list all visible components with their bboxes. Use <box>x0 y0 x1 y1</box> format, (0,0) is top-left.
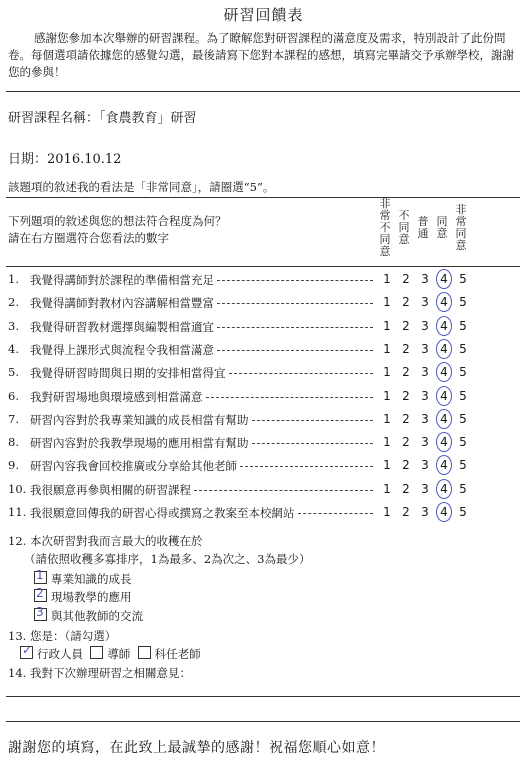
question-number: 1. <box>8 272 19 286</box>
question-number: 7. <box>8 412 19 426</box>
score-value: 5 <box>459 319 467 333</box>
question-header-line2: 請在右方圈選符合您看法的數字 <box>8 231 169 245</box>
score-value: 4 <box>440 482 448 496</box>
score-option[interactable] <box>381 272 393 286</box>
q12-option-2[interactable] <box>34 586 132 605</box>
question-number: 11. <box>8 505 27 519</box>
date: 日期：2016.10.12 <box>8 152 122 167</box>
question-text: 我覺得研習教材選擇與編製相當適宜 <box>30 320 214 334</box>
score-option[interactable] <box>400 482 412 496</box>
score-option[interactable] <box>400 365 412 379</box>
score-value: 5 <box>459 295 467 309</box>
score-value: 3 <box>421 412 429 426</box>
score-value: 2 <box>402 389 410 403</box>
selected-circle-mark <box>436 479 452 499</box>
score-option[interactable] <box>381 365 393 379</box>
score-option[interactable] <box>438 365 450 379</box>
score-value: 3 <box>421 389 429 403</box>
q12-option-label: 與其他教師的交流 <box>51 609 143 623</box>
score-value: 2 <box>402 295 410 309</box>
score-value: 5 <box>459 272 467 286</box>
score-option[interactable] <box>400 458 412 472</box>
question-text: 我覺得研習時間與日期的安排相當得宜 <box>30 366 226 380</box>
scale-label-strongly-agree: 非常同意 <box>455 203 467 252</box>
leader-line <box>252 420 373 421</box>
rank-mark: 2 <box>36 586 44 600</box>
leader-line <box>206 397 373 398</box>
q13-option-label: 導師 <box>107 647 131 661</box>
score-value: 1 <box>383 435 391 449</box>
leader-line <box>229 373 373 374</box>
score-option[interactable] <box>419 482 431 496</box>
score-option[interactable] <box>457 342 469 356</box>
score-option[interactable] <box>400 295 412 309</box>
rank-mark: 3 <box>36 605 44 619</box>
leader-line <box>298 513 373 514</box>
question-row <box>8 342 523 364</box>
score-option[interactable] <box>400 435 412 449</box>
leader-line <box>217 327 373 328</box>
question-text: 我覺得講師對教材內容講解相當豐富 <box>30 296 214 310</box>
checkbox[interactable] <box>90 646 103 659</box>
selected-circle-mark <box>436 409 452 429</box>
score-option[interactable] <box>381 482 393 496</box>
selected-circle-mark <box>436 292 452 312</box>
question-row <box>8 412 523 434</box>
score-value: 5 <box>459 482 467 496</box>
question-row <box>8 482 523 504</box>
selected-circle-mark <box>436 339 452 359</box>
question-number: 10. <box>8 482 27 496</box>
selected-circle-mark <box>436 502 452 522</box>
q12-option-1[interactable] <box>34 568 132 587</box>
score-value: 4 <box>440 505 448 519</box>
q13-option-admin[interactable] <box>20 643 83 661</box>
thank-you-message: 謝謝您的填寫，在此致上最誠摯的感謝！祝福您順心如意！ <box>8 740 385 756</box>
score-option[interactable] <box>438 435 450 449</box>
question-number: 2. <box>8 295 19 309</box>
q13-options <box>20 643 201 662</box>
score-option[interactable] <box>419 295 431 309</box>
question-row <box>8 295 523 317</box>
score-option[interactable] <box>457 505 469 519</box>
score-value: 2 <box>402 435 410 449</box>
score-option[interactable] <box>438 389 450 403</box>
score-value: 4 <box>440 272 448 286</box>
score-option[interactable] <box>438 482 450 496</box>
selected-circle-mark <box>436 386 452 406</box>
intro-paragraph: 感謝您參加本次舉辦的研習課程。為了瞭解您對研習課程的滿意度及需求，特別設計了此份問卷。每個選項請依據您的感覺勾選，最後請寫下您對本課程的感想，填寫完畢請交予承辦學校，謝謝您的參與！ <box>8 31 514 79</box>
score-value: 5 <box>459 412 467 426</box>
checkbox[interactable] <box>20 643 33 659</box>
score-option[interactable] <box>400 389 412 403</box>
score-option[interactable] <box>438 505 450 519</box>
score-value: 5 <box>459 342 467 356</box>
selected-circle-mark <box>436 362 452 382</box>
score-value: 2 <box>402 272 410 286</box>
score-value: 4 <box>440 342 448 356</box>
q12-option-3[interactable] <box>34 605 143 624</box>
score-value: 1 <box>383 389 391 403</box>
score-value: 4 <box>440 295 448 309</box>
score-value: 5 <box>459 435 467 449</box>
rank-mark: 1 <box>36 568 44 582</box>
score-option[interactable] <box>381 295 393 309</box>
check-mark: ✓ <box>22 643 33 657</box>
q13-option-label: 科任老師 <box>154 647 201 661</box>
score-value: 4 <box>440 319 448 333</box>
leader-line <box>217 303 373 304</box>
score-value: 1 <box>383 365 391 379</box>
score-value: 2 <box>402 412 410 426</box>
score-option[interactable] <box>419 412 431 426</box>
score-option[interactable] <box>400 272 412 286</box>
score-value: 5 <box>459 458 467 472</box>
selected-circle-mark <box>436 432 452 452</box>
score-value: 2 <box>402 365 410 379</box>
q13-option-label: 行政人員 <box>37 647 83 661</box>
rank-box[interactable] <box>34 586 47 602</box>
score-value: 4 <box>440 458 448 472</box>
score-option[interactable] <box>457 295 469 309</box>
scale-label-strongly-disagree: 非常不同意 <box>379 197 391 258</box>
question-text: 我很願意再參與相關的研習課程 <box>30 483 191 497</box>
leader-line <box>252 443 373 444</box>
q14-title: 14. 我對下次辦理研習之相關意見： <box>8 666 191 680</box>
score-option[interactable] <box>419 319 431 333</box>
scale-label-disagree: 不同意 <box>398 209 410 246</box>
leader-line <box>194 490 373 491</box>
score-value: 3 <box>421 435 429 449</box>
score-option[interactable] <box>381 458 393 472</box>
question-row <box>8 365 523 387</box>
score-value: 2 <box>402 505 410 519</box>
score-value: 2 <box>402 342 410 356</box>
answer-line[interactable] <box>6 696 520 697</box>
score-option[interactable] <box>438 295 450 309</box>
score-option[interactable] <box>457 365 469 379</box>
score-value: 1 <box>383 272 391 286</box>
score-option[interactable] <box>419 458 431 472</box>
score-option[interactable] <box>419 435 431 449</box>
score-value: 4 <box>440 389 448 403</box>
score-option[interactable] <box>457 319 469 333</box>
score-option[interactable] <box>381 505 393 519</box>
question-text: 我覺得上課形式與流程令我相當滿意 <box>30 343 214 357</box>
score-option[interactable] <box>457 412 469 426</box>
score-option[interactable] <box>400 319 412 333</box>
question-row <box>8 389 523 411</box>
scale-label-neutral: 普通 <box>417 215 429 240</box>
score-option[interactable] <box>381 319 393 333</box>
score-option[interactable] <box>400 412 412 426</box>
question-number: 5. <box>8 365 19 379</box>
score-option[interactable] <box>419 272 431 286</box>
score-option[interactable] <box>400 342 412 356</box>
score-option[interactable] <box>419 505 431 519</box>
scale-label-agree: 同意 <box>436 215 448 240</box>
leader-line <box>240 466 373 467</box>
rank-box[interactable] <box>34 605 47 621</box>
score-value: 3 <box>421 272 429 286</box>
score-value: 4 <box>440 435 448 449</box>
score-value: 1 <box>383 295 391 309</box>
score-value: 1 <box>383 482 391 496</box>
question-text: 研習內容我會回校推廣或分享給其他老師 <box>30 459 237 473</box>
question-number: 8. <box>8 435 19 449</box>
question-text: 研習內容對於我專業知識的成長相當有幫助 <box>30 413 249 427</box>
question-number: 4. <box>8 342 19 356</box>
question-number: 6. <box>8 389 19 403</box>
q13-option-homeroom[interactable] <box>90 647 130 661</box>
score-option[interactable] <box>381 412 393 426</box>
q12-title: 12. 本次研習對我而言最大的收穫在於 <box>8 534 203 548</box>
score-value: 1 <box>383 505 391 519</box>
checkbox[interactable] <box>138 646 151 659</box>
score-value: 4 <box>440 412 448 426</box>
question-row <box>8 458 523 480</box>
question-header <box>8 213 227 247</box>
score-value: 1 <box>383 319 391 333</box>
question-row <box>8 505 523 527</box>
score-value: 5 <box>459 389 467 403</box>
divider <box>6 197 520 198</box>
score-value: 3 <box>421 505 429 519</box>
selected-circle-mark <box>436 269 452 289</box>
score-value: 3 <box>421 319 429 333</box>
leader-line <box>217 350 373 351</box>
question-row <box>8 319 523 341</box>
q13-option-subject[interactable] <box>138 647 201 661</box>
score-value: 1 <box>383 458 391 472</box>
question-row <box>8 272 523 294</box>
form-title: 研習回饋表 <box>223 6 304 24</box>
question-text: 研習內容對於我教學現場的應用相當有幫助 <box>30 436 249 450</box>
score-value: 3 <box>421 365 429 379</box>
selected-circle-mark <box>436 316 452 336</box>
score-value: 5 <box>459 365 467 379</box>
rank-box[interactable] <box>34 568 47 584</box>
question-number: 3. <box>8 319 19 333</box>
score-value: 4 <box>440 365 448 379</box>
score-option[interactable] <box>457 435 469 449</box>
score-option[interactable] <box>438 458 450 472</box>
score-value: 2 <box>402 458 410 472</box>
score-option[interactable] <box>381 342 393 356</box>
selected-circle-mark <box>436 455 452 475</box>
divider <box>6 266 520 267</box>
score-option[interactable] <box>419 365 431 379</box>
score-value: 2 <box>402 319 410 333</box>
question-header-line1: 下列題項的敘述與您的想法符合程度為何？ <box>8 214 227 228</box>
instruction: 該題項的敘述我的看法是「非常同意」，請圈選“5”。 <box>8 180 275 194</box>
question-text: 我對研習場地與環境感到相當滿意 <box>30 390 203 404</box>
score-value: 1 <box>383 342 391 356</box>
score-option[interactable] <box>381 435 393 449</box>
score-option[interactable] <box>438 342 450 356</box>
score-value: 5 <box>459 505 467 519</box>
score-value: 2 <box>402 482 410 496</box>
score-value: 1 <box>383 412 391 426</box>
score-option[interactable] <box>419 342 431 356</box>
course-name: 研習課程名稱：「食農教育」研習 <box>8 111 197 126</box>
question-row <box>8 435 523 457</box>
q12-option-label: 專業知識的成長 <box>51 572 132 586</box>
score-value: 3 <box>421 458 429 472</box>
q12-option-label: 現場教學的應用 <box>51 590 132 604</box>
leader-line <box>217 280 373 281</box>
score-option[interactable] <box>457 272 469 286</box>
score-value: 3 <box>421 342 429 356</box>
score-option[interactable] <box>381 389 393 403</box>
score-option[interactable] <box>438 272 450 286</box>
question-text: 我很願意回傳我的研習心得或撰寫之教案至本校網站 <box>30 506 295 520</box>
score-option[interactable] <box>457 482 469 496</box>
divider <box>6 91 520 92</box>
question-text: 我覺得講師對於課程的準備相當充足 <box>30 273 214 287</box>
score-option[interactable] <box>419 389 431 403</box>
q12-note: （請依照收穫多寡排序，1為最多、2為次之、3為最少） <box>24 552 311 566</box>
score-option[interactable] <box>438 412 450 426</box>
q13-title: 13. 您是：（請勾選） <box>8 629 117 643</box>
score-option[interactable] <box>400 505 412 519</box>
score-value: 3 <box>421 295 429 309</box>
score-option[interactable] <box>457 458 469 472</box>
score-option[interactable] <box>438 319 450 333</box>
score-option[interactable] <box>457 389 469 403</box>
score-value: 3 <box>421 482 429 496</box>
answer-line[interactable] <box>6 721 520 722</box>
question-number: 9. <box>8 458 19 472</box>
